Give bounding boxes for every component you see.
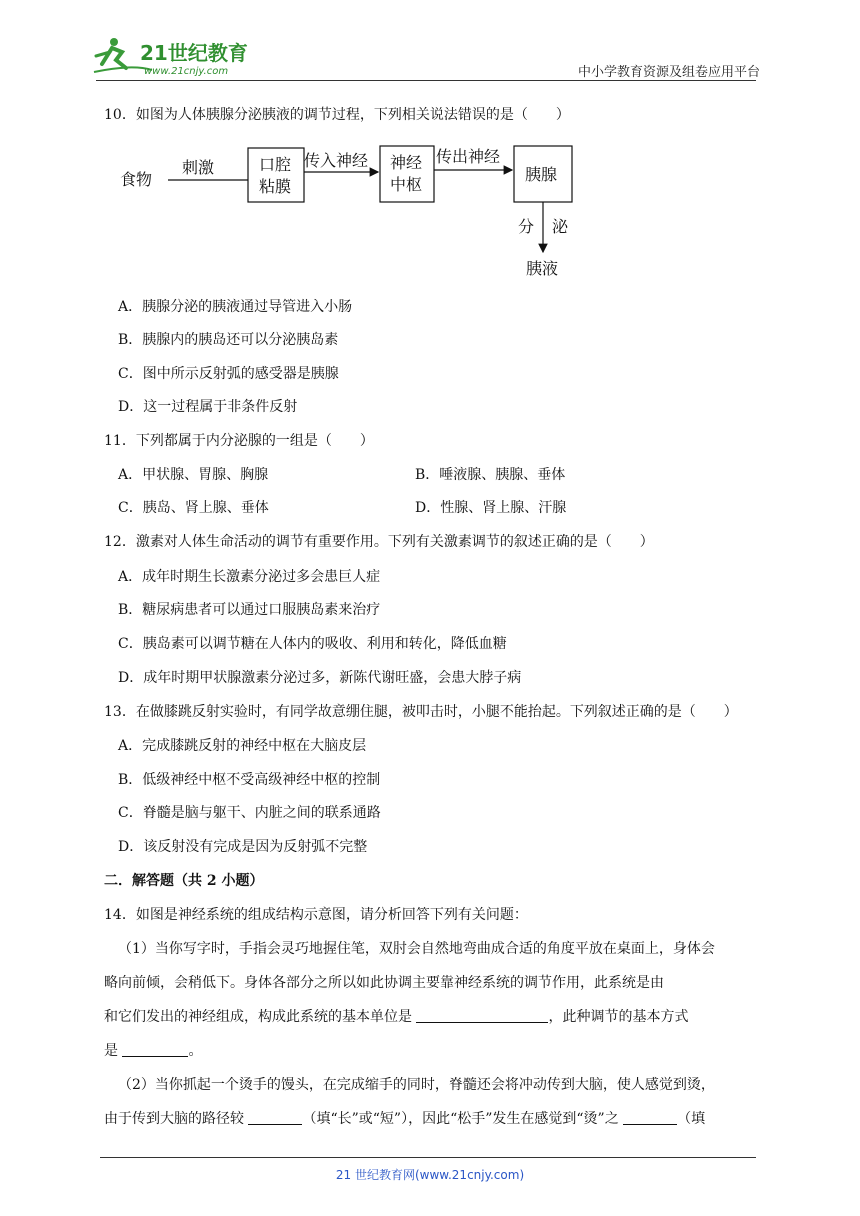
q10-option-a: A．胰腺分泌的胰液通过导管进入小肠 — [118, 299, 353, 315]
pancreas-regulation-diagram — [110, 140, 590, 280]
question-10-stem: 10．如图为人体胰腺分泌胰液的调节过程，下列相关说法错误的是（ ） — [104, 107, 570, 123]
q11-option-c: C．胰岛、肾上腺、垂体 — [118, 500, 269, 516]
q14-part1-line2: 略向前倾，会稍低下。身体各部分之所以如此协调主要靠神经系统的调节作用，此系统是由 — [104, 975, 664, 991]
diagram-secrete-2: 泌 — [552, 217, 569, 236]
q14-part1-line4 — [104, 1041, 202, 1061]
q12-option-b: B．糖尿病患者可以通过口服胰岛素来治疗 — [118, 602, 381, 618]
q11-option-b: B．唾液腺、胰腺、垂体 — [415, 467, 566, 483]
q13-option-d: D．该反射没有完成是因为反射弧不完整 — [118, 839, 368, 855]
q14-part1-line4-a: 是 — [104, 1043, 123, 1059]
question-11-stem: 11．下列都属于内分泌腺的一组是（ ） — [104, 433, 374, 449]
diagram-secrete-1: 分 — [518, 217, 535, 236]
q10-option-d: D．这一过程属于非条件反射 — [118, 399, 298, 415]
q14-part2-line2-b: （填“长”或“短”），因此“松手”发生在感觉到“烫”之 — [302, 1111, 624, 1127]
diagram-afferent-label: 传入神经 — [304, 151, 369, 170]
footer-divider — [100, 1157, 756, 1158]
answer-blank-regulation-mode[interactable] — [122, 1042, 188, 1057]
footer-link[interactable]: 21 世纪教育网(www.21cnjy.com) — [335, 1168, 525, 1182]
q10-option-b: B．胰腺内的胰岛还可以分泌胰岛素 — [118, 332, 339, 348]
site-logo — [92, 34, 262, 78]
diagram-efferent-label: 传出神经 — [436, 147, 501, 166]
header-divider — [96, 80, 756, 81]
q14-part1-line1: （1）当你写字时，手指会灵巧地握住笔，双肘会自然地弯曲成合适的角度平放在桌面上，身体会 — [118, 941, 715, 957]
diagram-center-line2: 中枢 — [390, 175, 423, 194]
answer-blank-path-length[interactable] — [248, 1110, 302, 1125]
q14-part1-line3-b: ，此种调节的基本方式 — [548, 1009, 689, 1025]
q13-option-b: B．低级神经中枢不受高级神经中枢的控制 — [118, 772, 381, 788]
question-14-stem: 14．如图是神经系统的组成结构示意图，请分析回答下列有关问题： — [104, 907, 528, 923]
answer-blank-order[interactable] — [623, 1110, 677, 1125]
diagram-juice: 胰液 — [526, 259, 559, 278]
question-13-stem: 13．在做膝跳反射实验时，有同学故意绷住腿，被叩击时，小腿不能抬起。下列叙述正确的是（ ） — [104, 704, 738, 720]
diagram-mucosa-line1: 口腔 — [259, 155, 292, 174]
q14-part2-line1: （2）当你抓起一个烫手的馒头，在完成缩手的同时，脊髓还会将冲动传到大脑，使人感觉到烫， — [118, 1077, 715, 1093]
q13-option-a: A．完成膝跳反射的神经中枢在大脑皮层 — [118, 738, 367, 754]
q11-option-a: A．甲状腺、胃腺、胸腺 — [118, 467, 269, 483]
diagram-stimulus-label: 刺激 — [182, 158, 215, 177]
diagram-center-line1: 神经 — [390, 153, 423, 172]
q14-part2-line2 — [104, 1109, 705, 1129]
section-2-title: 二．解答题（共 2 小题） — [104, 873, 264, 889]
diagram-food: 食物 — [120, 170, 153, 189]
q14-part1-line4-b: 。 — [188, 1043, 203, 1059]
logo-text: 21世纪教育 — [140, 41, 248, 65]
q12-option-c: C．胰岛素可以调节糖在人体内的吸收、利用和转化，降低血糖 — [118, 636, 507, 652]
answer-blank-basic-unit[interactable] — [416, 1008, 548, 1023]
diagram-pancreas: 胰腺 — [525, 165, 558, 184]
q14-part2-line2-a: 由于传到大脑的路径较 — [104, 1111, 249, 1127]
diagram-mucosa-line2: 粘膜 — [259, 177, 292, 196]
q12-option-a: A．成年时期生长激素分泌过多会患巨人症 — [118, 569, 381, 585]
q14-part1-line3-a: 和它们发出的神经组成，构成此系统的基本单位是 — [104, 1009, 417, 1025]
q14-part1-line3 — [104, 1007, 688, 1027]
header-platform-name: 中小学教育资源及组卷应用平台 — [577, 65, 760, 80]
question-12-stem: 12．激素对人体生命活动的调节有重要作用。下列有关激素调节的叙述正确的是（ ） — [104, 534, 654, 550]
q14-part2-line2-c: （填 — [677, 1111, 706, 1127]
q10-option-c: C．图中所示反射弧的感受器是胰腺 — [118, 366, 339, 382]
q13-option-c: C．脊髓是脑与躯干、内脏之间的联系通路 — [118, 805, 381, 821]
q11-option-d: D．性腺、肾上腺、汗腺 — [415, 500, 567, 516]
q12-option-d: D．成年时期甲状腺激素分泌过多，新陈代谢旺盛，会患大脖子病 — [118, 670, 522, 686]
logo-url: www.21cnjy.com — [144, 66, 229, 77]
